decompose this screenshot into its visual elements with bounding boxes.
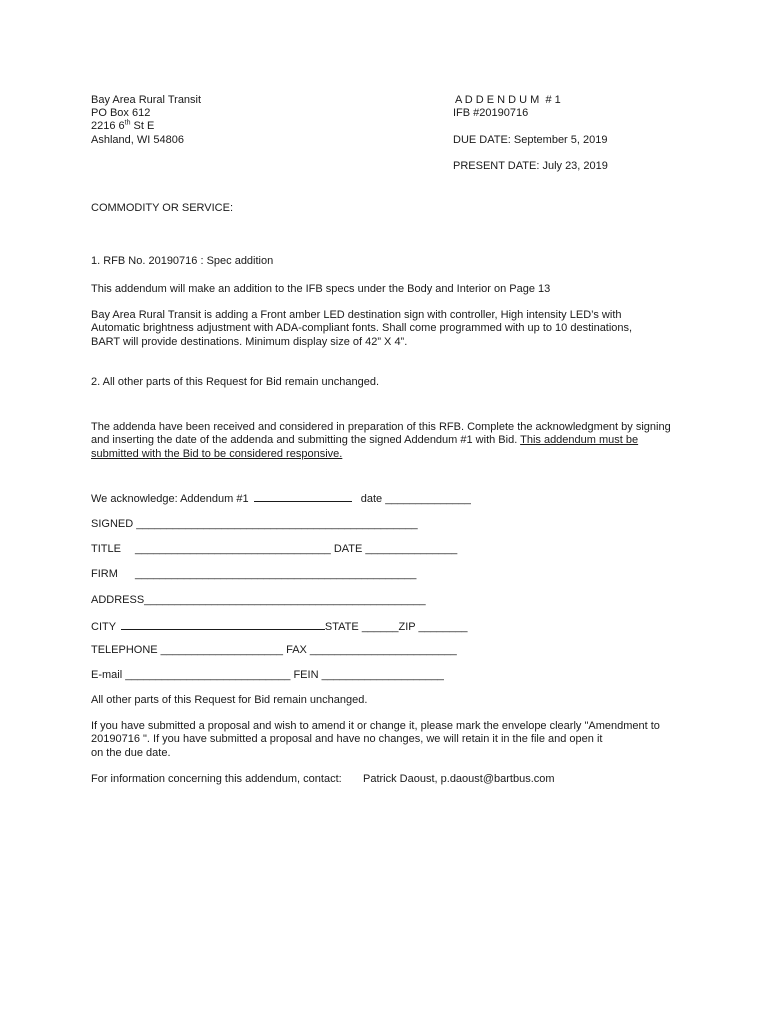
- ack-date-blank[interactable]: ______________: [385, 493, 471, 505]
- contact-label: For information concerning this addendum, contact:: [91, 773, 342, 785]
- title-label: TITLE: [91, 543, 121, 555]
- item1-line1: Bay Area Rural Transit is adding a Front amber LED destination sign with controller, High intensity LED’s with: [91, 309, 622, 321]
- zip-blank[interactable]: ________: [418, 621, 468, 633]
- ack-label: We acknowledge: Addendum #1: [91, 493, 249, 505]
- ifb-number: IFB #20190716: [453, 107, 529, 119]
- addenda-line2-plain: and inserting the date of the addenda and submitting the signed Addendum #1 with Bid.: [91, 434, 521, 446]
- city-label: CITY: [91, 621, 116, 633]
- sender-city: Ashland, WI 54806: [91, 134, 184, 146]
- sender-name: Bay Area Rural Transit: [91, 94, 202, 106]
- acknowledge-row: [91, 491, 471, 507]
- title-blank[interactable]: ________________________________: [135, 543, 331, 555]
- item1-line2: Automatic brightness adjustment with ADA-compliant fonts. Shall come programmed with up to 10 destinations,: [91, 322, 633, 334]
- addenda-line2-underlined: This addendum must be: [520, 434, 639, 446]
- item1-intro: This addendum will make an addition to the IFB specs under the Body and Interior on Page 13: [91, 283, 551, 295]
- sender-street: [91, 120, 154, 134]
- signed-field[interactable]: SIGNED ______________________________________________: [91, 518, 418, 530]
- addenda-line3: submitted with the Bid to be considered responsive.: [91, 448, 343, 460]
- amend-line3: on the due date.: [91, 747, 171, 759]
- title-row: [135, 543, 457, 557]
- addenda-line2: [91, 434, 638, 448]
- addenda-line1: The addenda have been received and considered in preparation of this RFB. Complete the acknowledgment by signing: [91, 421, 671, 433]
- state-label: STATE: [324, 621, 359, 633]
- state-blank[interactable]: ______: [361, 621, 399, 633]
- item1-line3: BART will provide destinations. Minimum display size of 42” X 4”.: [91, 336, 408, 348]
- city-row: [91, 619, 467, 635]
- title-date-label: DATE: [333, 543, 363, 555]
- street-rest: St E: [130, 120, 155, 132]
- contact-info: Patrick Daoust, p.daoust@bartbus.com: [363, 773, 555, 785]
- street-suffix: th: [124, 119, 131, 127]
- ack-blank[interactable]: [254, 491, 352, 502]
- title-date-blank[interactable]: _______________: [365, 543, 458, 555]
- closing-unchanged: All other parts of this Request for Bid remain unchanged.: [91, 694, 368, 706]
- ack-date-label: date: [360, 493, 383, 505]
- street-number: 2216 6: [91, 120, 125, 132]
- item1-heading: 1. RFB No. 20190716 : Spec addition: [91, 255, 274, 267]
- item2: 2. All other parts of this Request for Bid remain unchanged.: [91, 376, 379, 388]
- firm-label: FIRM: [91, 568, 118, 580]
- addendum-title: A D D E N D U M # 1: [455, 94, 561, 106]
- commodity-label: COMMODITY OR SERVICE:: [91, 202, 234, 214]
- due-date: DUE DATE: September 5, 2019: [453, 134, 608, 146]
- city-blank[interactable]: [121, 619, 325, 630]
- present-date: PRESENT DATE: July 23, 2019: [453, 160, 608, 172]
- zip-label: ZIP: [398, 621, 416, 633]
- sender-po-box: PO Box 612: [91, 107, 151, 119]
- address-field[interactable]: ADDRESS______________________________________________: [91, 594, 426, 606]
- email-fein-field[interactable]: E-mail ___________________________ FEIN ____________________: [91, 669, 444, 681]
- amend-line2: 20190716 ". If you have submitted a proposal and have no changes, we will retain it in the file and open it: [91, 733, 603, 745]
- telephone-fax-field[interactable]: TELEPHONE ____________________ FAX ________________________: [91, 644, 457, 656]
- firm-blank[interactable]: ______________________________________________: [135, 568, 417, 580]
- amend-line1: If you have submitted a proposal and wish to amend it or change it, please mark the envelope clearly "Amendment to: [91, 720, 660, 732]
